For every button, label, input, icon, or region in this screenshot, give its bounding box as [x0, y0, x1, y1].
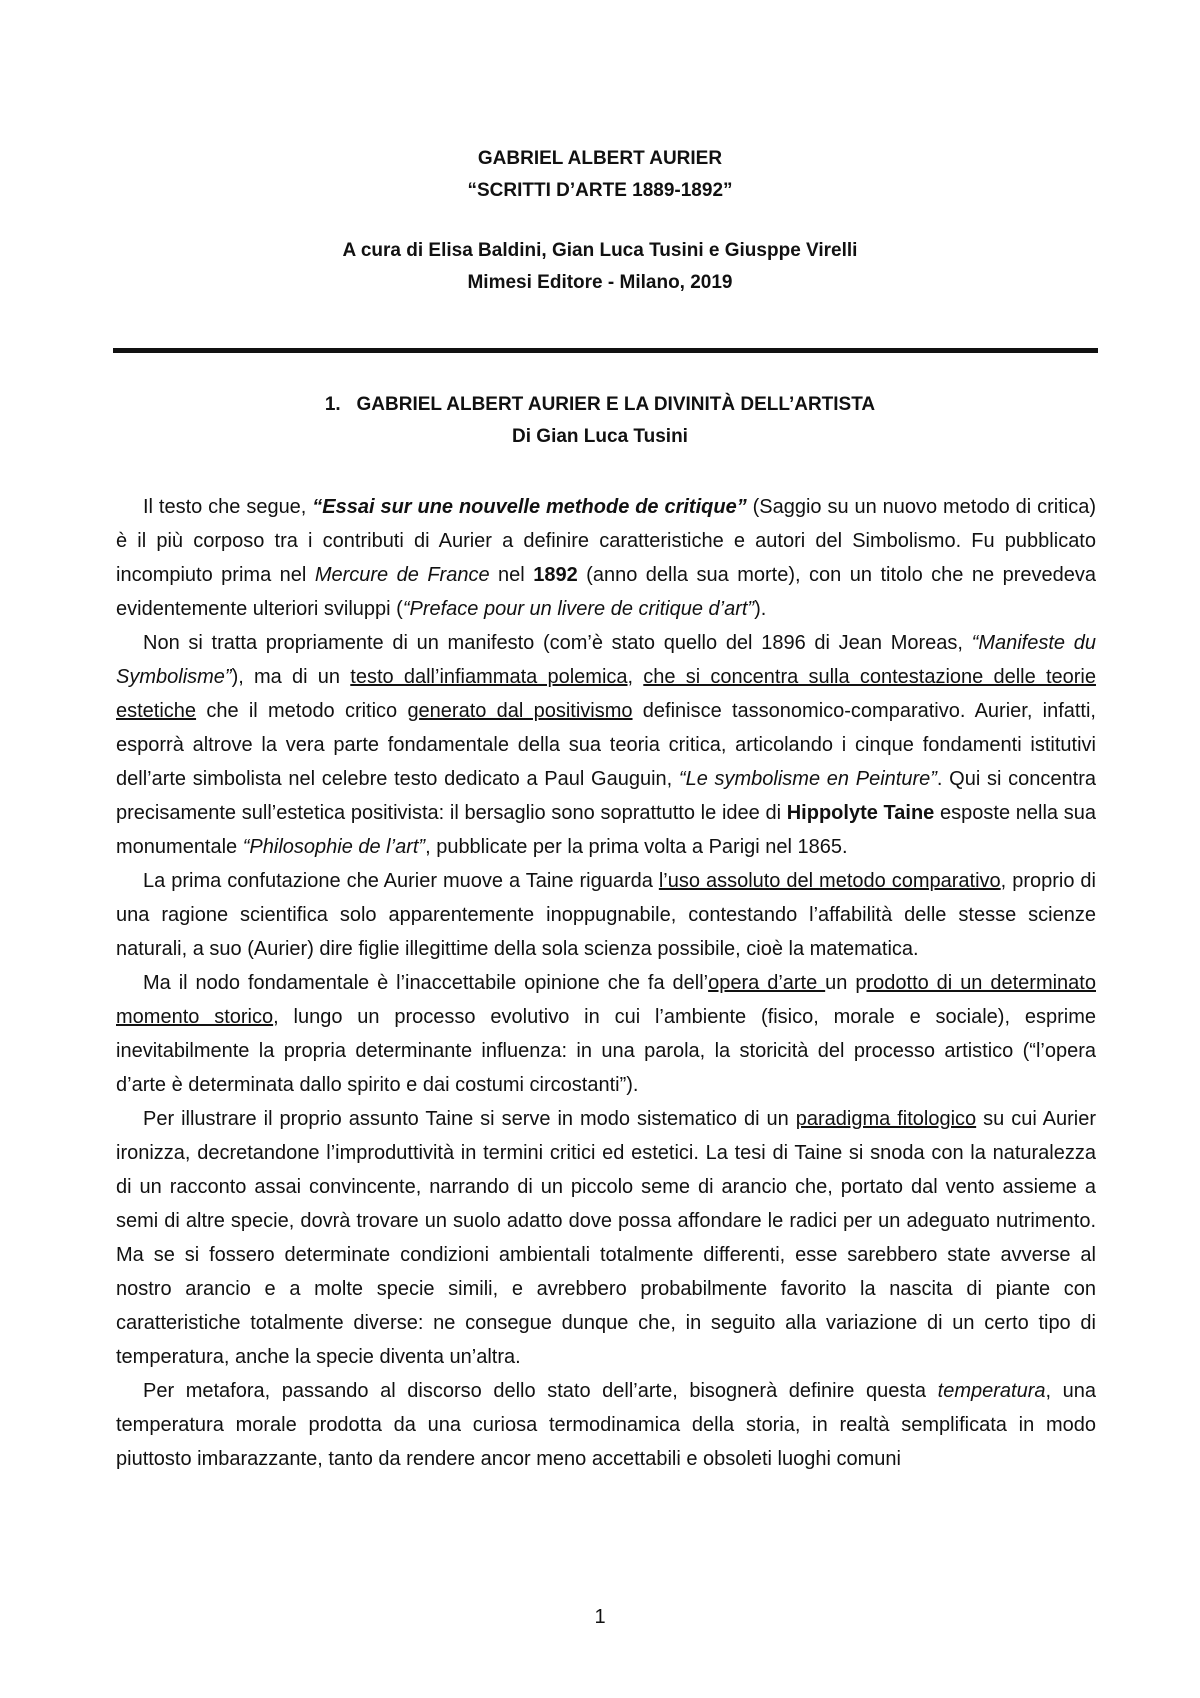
- text-span: su cui Aurier ironizza, decretandone l’improduttività in termini critici ed estetici. La tesi di Taine si snoda con la naturalezza di un racconto assai convincente, narrando di un piccolo seme di arancio che, portato dal vento assieme a semi di altre specie, dovrà trovare un suolo adatto dove possa affondare le radici per un adeguato nutrimento. Ma se si fossero determinate condizioni ambientali totalmente differenti, esse sarebbero state avverse al nostro arancio e a molte specie simili, e avrebbero probabilmente favorito la nascita di piante con caratteristiche totalmente diverse: ne consegue dunque che, in seguito alla variazione di un certo tipo di temperatura, anche la specie diventa un’altra.: [116, 1108, 1096, 1368]
- paragraph-4: [116, 966, 1096, 1102]
- text-span: ,: [627, 666, 644, 688]
- paragraph-5: [116, 1102, 1096, 1374]
- paragraph-6: [116, 1374, 1096, 1476]
- text-span: ).: [754, 598, 767, 620]
- gauguin-text-title: “Le symbolisme en Peinture”: [678, 768, 937, 790]
- text-span: , proprio di una ragione scientifica solo apparentemente inoppugnabile, contestando l’affabilità delle stesse scienze naturali, a suo (Aurier) dire figlie illegittime della sola scienza possibile, cioè la matematica.: [116, 870, 1096, 960]
- underlined-phrase: testo dall’infiammata polemica: [350, 666, 628, 688]
- underlined-phrase: rodotto di un determinato momento storico: [116, 972, 1096, 1028]
- paragraph-3: [116, 864, 1096, 966]
- text-span: esposte nella sua monumentale: [116, 802, 1096, 858]
- publisher-line: Mimesi Editore - Milano, 2019: [467, 272, 733, 293]
- body-text: [116, 490, 1096, 1476]
- paragraph-1: [116, 490, 1096, 626]
- underlined-phrase: generato dal positivismo: [407, 700, 633, 722]
- underlined-phrase: che si concentra sulla contestazione delle teorie estetiche: [116, 666, 1096, 722]
- preface-title: “Preface pour un livere de critique d’art”: [402, 598, 755, 620]
- taine-name: Hippolyte Taine: [786, 802, 935, 824]
- text-span: , pubblicate per la prima volta a Parigi nel 1865.: [425, 836, 848, 858]
- document-header: [0, 143, 1200, 299]
- text-span: ), ma di un: [231, 666, 351, 688]
- text-span: un p: [825, 972, 867, 994]
- chapter-title: 1. GABRIEL ALBERT AURIER E LA DIVINITÀ DELL’ARTISTA: [324, 394, 876, 415]
- underlined-phrase: l’uso assoluto del metodo comparativo: [658, 870, 1001, 892]
- text-span: , lungo un processo evolutivo in cui l’ambiente (fisico, morale e sociale), esprime inevitabilmente la propria determinante influenza: in una parola, la storicità del processo artistico (“l’opera d’arte è determinata dallo spirito e dai costumi circostanti”).: [116, 1006, 1096, 1096]
- underlined-phrase: opera d’arte: [708, 972, 826, 994]
- text-span: (Saggio su un nuovo metodo di critica) è il più corposo tra i contributi di Aurier a definire caratteristiche e autori del Simbolismo. Fu pubblicato incompiuto prima nel: [116, 496, 1096, 586]
- year-bold: 1892: [533, 564, 578, 586]
- essay-title: “Essai sur une nouvelle methode de critique”: [312, 496, 747, 518]
- philosophie-title: “Philosophie de l’art”: [242, 836, 426, 858]
- text-span: La prima confutazione che Aurier muove a Taine riguarda: [143, 870, 659, 892]
- text-span: Il testo che segue,: [143, 496, 313, 518]
- editors-line: A cura di Elisa Baldini, Gian Luca Tusini e Giusppe Virelli: [342, 240, 858, 261]
- text-span: che il metodo critico: [196, 700, 408, 722]
- text-span: Non si tratta propriamente di un manifesto (com’è stato quello del 1896 di Jean Moreas,: [143, 632, 972, 654]
- text-span: (anno della sua morte), con un titolo che ne prevedeva evidentemente ulteriori sviluppi (: [116, 564, 1096, 620]
- text-span: , una temperatura morale prodotta da una curiosa termodinamica della storia, in realtà semplificata in modo piuttosto imbarazzante, tanto da rendere ancor meno accettabili e obsoleti luoghi comuni: [116, 1380, 1097, 1470]
- text-span: Per illustrare il proprio assunto Taine si serve in modo sistematico di un: [143, 1108, 796, 1130]
- horizontal-rule: [113, 348, 1098, 353]
- manifesto-title: “Manifeste du Symbolisme”: [116, 632, 1096, 688]
- paragraph-2: [116, 626, 1096, 864]
- journal-title: Mercure de France: [314, 564, 490, 586]
- italic-word: temperatura: [937, 1380, 1046, 1402]
- text-span: Per metafora, passando al discorso dello stato dell’arte, bisognerà definire questa: [143, 1380, 938, 1402]
- text-span: . Qui si concentra precisamente sull’estetica positivista: il bersaglio sono soprattutto le idee di: [116, 768, 1096, 824]
- page-number: 1: [594, 1606, 606, 1628]
- underlined-phrase: paradigma fitologico: [795, 1108, 977, 1130]
- text-span: Ma il nodo fondamentale è l’inaccettabile opinione che fa dell’: [143, 972, 709, 994]
- text-span: definisce tassonomico-comparativo. Aurier, infatti, esporrà altrove la vera parte fondamentale della sua teoria critica, articolando i cinque fondamenti istitutivi dell’arte simbolista nel celebre testo dedicato a Paul Gauguin,: [116, 700, 1096, 790]
- book-title: “SCRITTI D’ARTE 1889-1892”: [467, 180, 733, 201]
- text-span: nel: [489, 564, 534, 586]
- chapter-byline: Di Gian Luca Tusini: [512, 426, 688, 447]
- author-name: GABRIEL ALBERT AURIER: [477, 148, 723, 169]
- chapter-heading: [0, 389, 1200, 453]
